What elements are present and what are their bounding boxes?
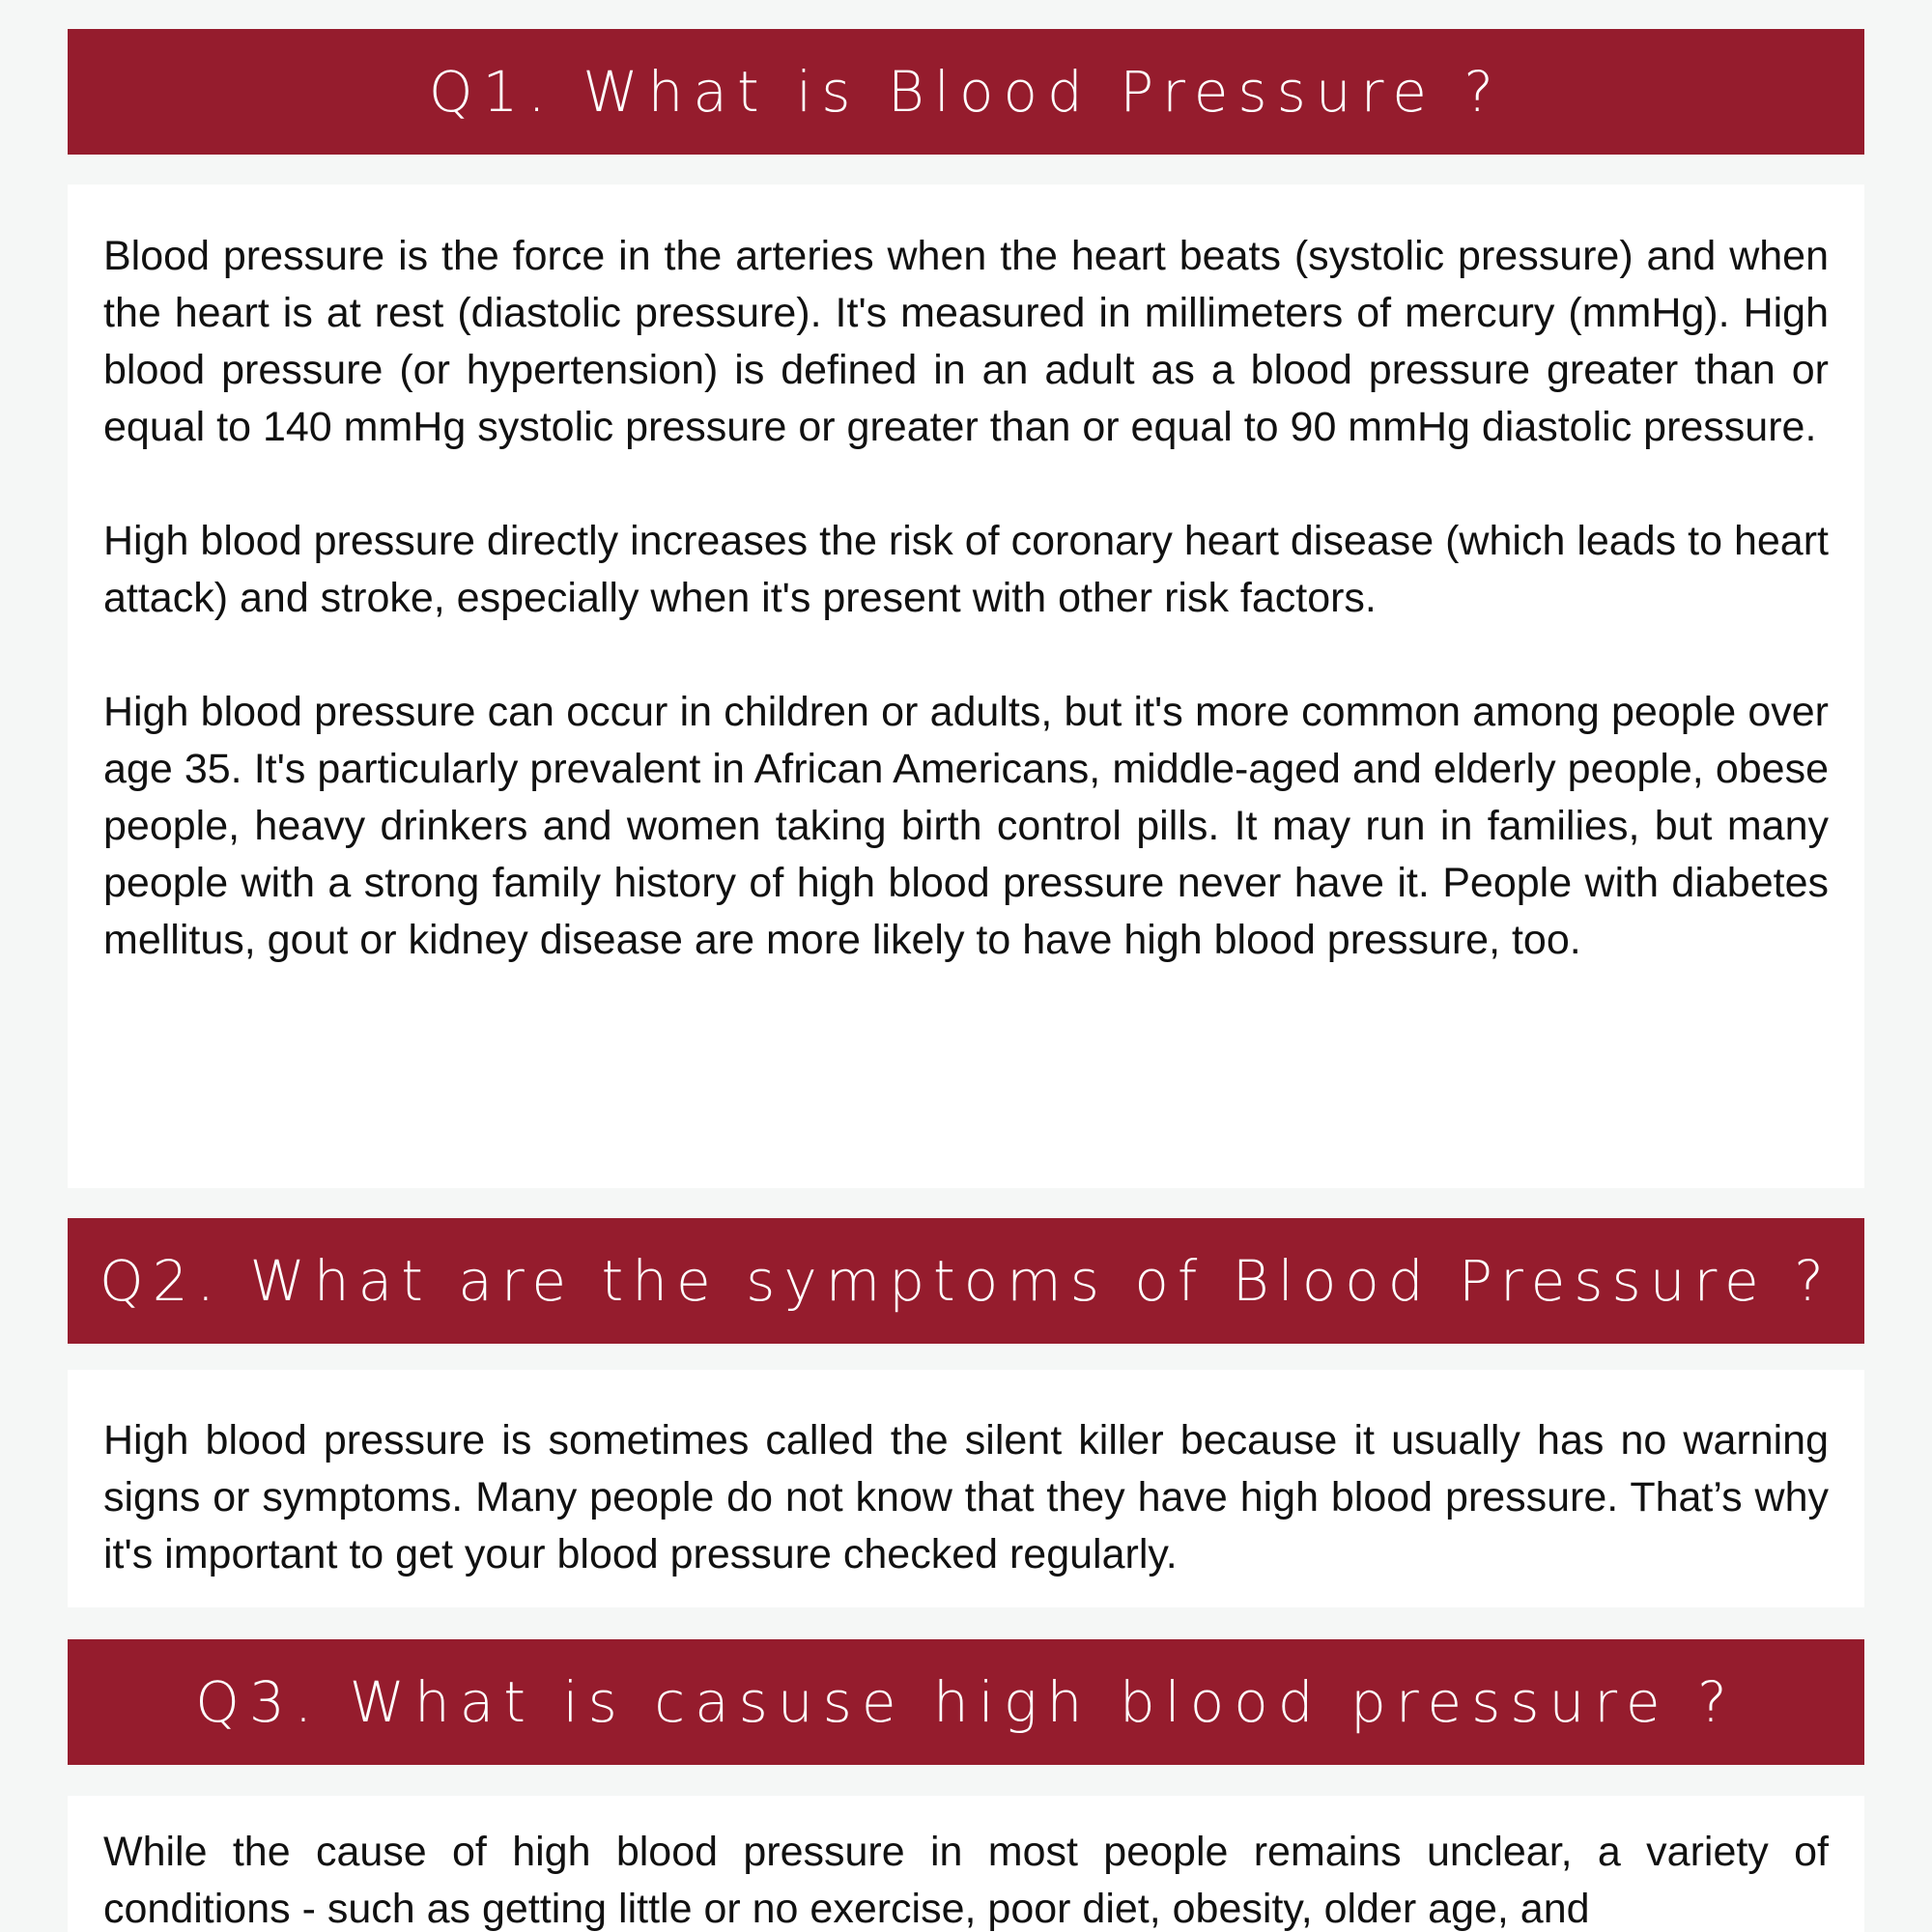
q2-title: Q2. What are the symptoms of Blood Pressure ? (99, 1248, 1833, 1314)
q1-paragraph-2: High blood pressure directly increases the risk of coronary heart disease (which leads to heart attack) and stroke, especially when it's present with other risk factors. (103, 518, 1829, 621)
q2-header (68, 1218, 1864, 1344)
q2-paragraph-1: High blood pressure is sometimes called the silent killer because it usually has no warning signs or symptoms. Many people do not know that they have high blood pressure. That’s why it's important to get your blood pressure checked regularly. (103, 1417, 1829, 1577)
q1-title: Q1. What is Blood Pressure ? (428, 59, 1504, 125)
q1-paragraph-1: Blood pressure is the force in the arteries when the heart beats (systolic pressure) and when the heart is at rest (diastolic pressure). It's measured in millimeters of mercury (mmHg). High blood pressure (or hypertension) is defined in an adult as a blood pressure greater than or equal to 140 mmHg systolic pressure or greater than or equal to 90 mmHg diastolic pressure. (103, 233, 1829, 450)
q1-header (68, 29, 1864, 155)
q1-paragraph-3: High blood pressure can occur in children or adults, but it's more common among people over age 35. It's particularly prevalent in African Americans, middle-aged and elderly people, obese people, heavy drinkers and women taking birth control pills. It may run in families, but many people with a strong family history of high blood pressure never have it. People with diabetes mellitus, gout or kidney disease are more likely to have high blood pressure, too. (103, 689, 1829, 963)
q3-answer-card (68, 1796, 1864, 1932)
q2-answer-card (68, 1370, 1864, 1607)
q3-header (68, 1639, 1864, 1765)
q3-paragraph-1: While the cause of high blood pressure in most people remains unclear, a variety of conditions - such as getting little or no exercise, poor diet, obesity, older age, and (103, 1829, 1829, 1932)
q3-title: Q3. What is casuse high blood pressure ? (195, 1669, 1737, 1735)
q1-answer-card (68, 185, 1864, 1188)
